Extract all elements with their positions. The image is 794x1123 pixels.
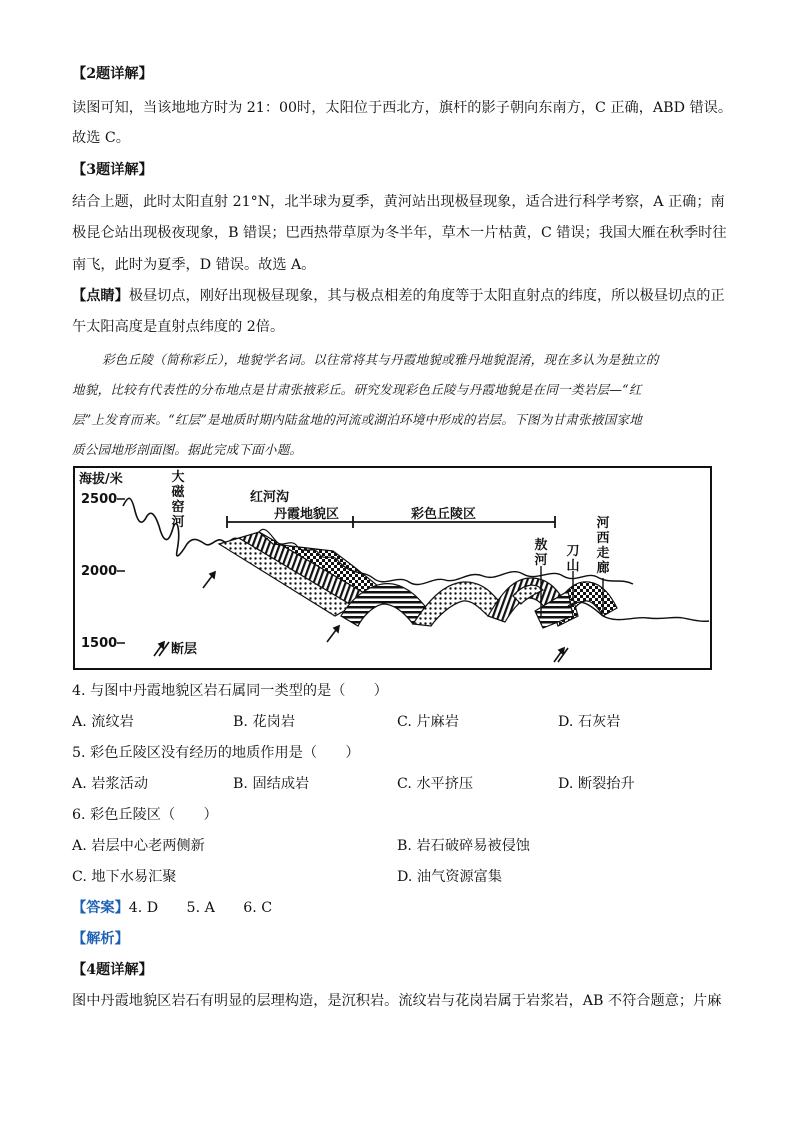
q6-option-d: D. 油气资源富集 [397,869,503,885]
q6-stem: 6. 彩色丘陵区（ ） [72,807,218,823]
q3-line3: 南飞，此时为夏季，D 错误。故选 A。 [72,257,316,273]
answer-line [72,898,272,918]
hexi-terrain-line [568,602,709,621]
q3-heading: 【3题详解】 [72,162,153,178]
daoshan-label: 刀山 [566,544,580,574]
y-axis-label: 海拔/米 [79,472,123,487]
y-tick-2500: 2500 [81,492,118,507]
fault-legend-label: 断层 [171,642,198,657]
intro-line1: 彩色丘陵（简称彩丘），地貌学名词。以往常将其与丹霞地貌或雅丹地貌混淆，现在多认为是独立的 [102,352,659,367]
q6-option-c: C. 地下水易汇聚 [72,869,177,885]
q4-option-b: B. 花岗岩 [233,714,296,730]
answer-text: 4. D 5. A 6. C [128,900,273,916]
q5-option-d: D. 断裂抬升 [558,776,635,792]
tip-text: 极昼切点，刚好出现极昼现象，其与极点相差的角度等于太阳直射点的纬度，所以极昼切点的正 [128,288,725,304]
hexi-label: 河西走廊 [596,516,610,576]
q2-line2: 故选 C。 [72,130,130,146]
q2-line1: 读图可知，当该地地方时为 21：00时，太阳位于西北方，旗杆的影子朝向东南方，C 正确，ABD 错误。 [72,100,733,116]
intro-line3: 层”上发育而来。“红层”是地质时期内陆盆地的河流或湖泊环境中形成的岩层。下图为甘肃张掖国家地 [72,412,643,427]
y-tick-1500: 1500 [81,636,118,651]
profile-drawing [73,466,712,670]
y-tick-2000: 2000 [81,564,118,579]
tip-line1 [72,286,725,306]
q5-option-a: A. 岩浆活动 [72,776,149,792]
honghegou-label: 红河沟 [250,490,290,505]
y-axis [117,499,125,643]
q3-line1: 结合上题，此时太阳直射 21°N，北半球为夏季，黄河站出现极昼现象，适合进行科学考察，A 正确；南 [72,194,725,210]
tip-line2: 午太阳高度是直射点纬度的 2倍。 [72,319,285,335]
q6-option-a: A. 岩层中心老两侧新 [72,838,205,854]
terrain-profile-diagram [73,466,712,670]
intro-line2: 地貌，比较有代表性的分布地点是甘肃张掖彩丘。研究发现彩色丘陵与丹霞地貌是在同一类岩层—“红 [72,382,642,397]
tip-tag: 【点睛】 [72,288,129,304]
intro-line4: 质公园地形剖面图。据此完成下面小题。 [72,442,303,457]
q4-heading: 【4题详解】 [72,962,153,978]
caise-fold-2 [413,582,503,626]
caise-label: 彩色丘陵区 [411,507,477,522]
caise-ridge-line [339,562,633,585]
q5-stem: 5. 彩色丘陵区没有经历的地质作用是（ ） [72,745,360,761]
aohe-label: 敖河 [534,538,548,568]
q4-option-d: D. 石灰岩 [558,714,621,730]
q6-option-b: B. 岩石破碎易被侵蚀 [397,838,530,854]
q3-line2: 极昆仑站出现极夜现象，B 错误；巴西热带草原为冬半年，草木一片枯黄，C 错误；我国大雁在秋季时往 [72,225,727,241]
q2-heading: 【2题详解】 [72,66,153,82]
q4-option-c: C. 片麻岩 [397,714,459,730]
q4-line1: 图中丹霞地貌区岩石有明显的层理构造，是沉积岩。流纹岩与花岗岩属于岩浆岩，AB 不符合题意；片麻 [72,993,722,1009]
q4-option-a: A. 流纹岩 [72,714,134,730]
q4-stem: 4. 与图中丹霞地貌区岩石属同一类型的是（ ） [72,683,388,699]
q5-option-b: B. 固结成岩 [233,776,310,792]
answer-tag: 【答案】 [72,900,129,916]
dacigou-label: 大磁窑河 [171,470,185,530]
q5-option-c: C. 水平挤压 [397,776,474,792]
danxia-label: 丹霞地貌区 [274,507,340,522]
analysis-tag: 【解析】 [72,931,129,947]
